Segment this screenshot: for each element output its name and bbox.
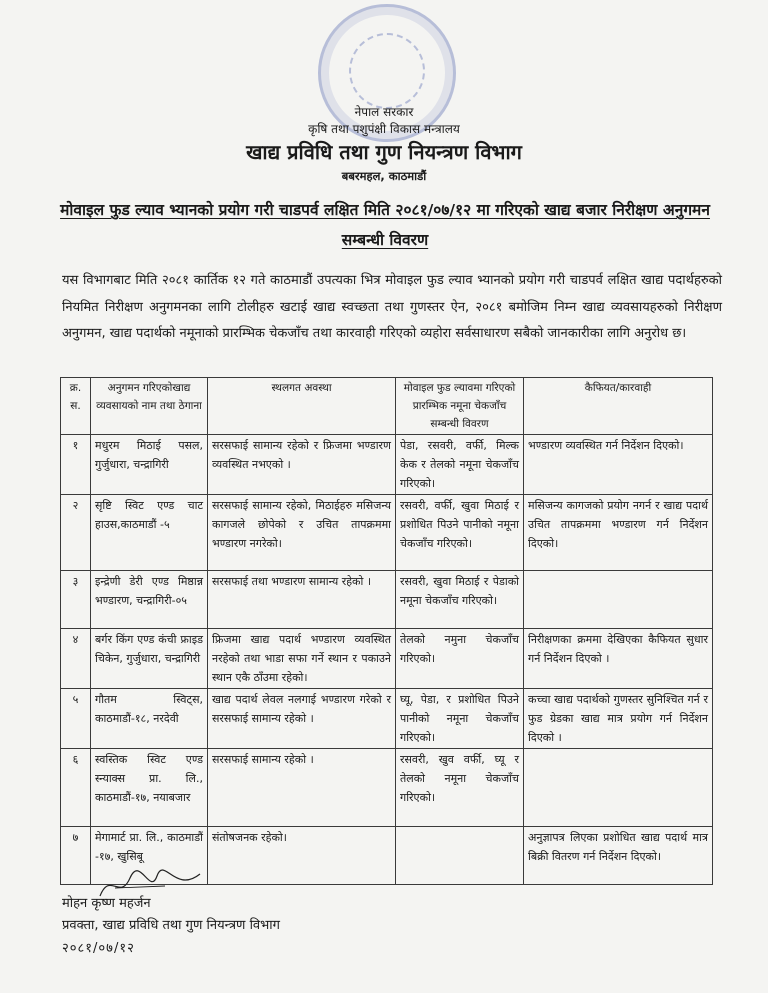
row-site-condition: खाद्य पदार्थ लेवल नलगाई भण्डारण गरेको र सरसफाई सामान्य रहेको । (208, 689, 396, 749)
row-sn: ७ (61, 827, 91, 885)
header-sn: क्र. स. (61, 378, 91, 435)
row-sample-check: रसवरी, वर्फी, खुवा मिठाई र प्रशोधित पिउने पानीको नमूना चेकजाँच गरिएको। (396, 495, 524, 571)
row-remarks: भण्डारण व्यवस्थित गर्न निर्देशन दिएको। (524, 435, 713, 495)
row-site-condition: फ्रिजमा खाद्य पदार्थ भण्डारण व्यवस्थित नरहेको तथा भाडा सफा गर्ने स्थान र पकाउने स्थान एकै ठाँउमा रहेको। (208, 629, 396, 689)
row-site-condition: सरसफाई तथा भण्डारण सामान्य रहेको । (208, 571, 396, 629)
table-row (61, 689, 713, 749)
header-remarks: कैफियत/कारवाही (524, 378, 713, 435)
row-sample-check (396, 827, 524, 885)
row-remarks: निरीक्षणका क्रममा देखिएका कैफियत सुधार गर्न निर्देशन दिएको । (524, 629, 713, 689)
table-row (61, 435, 713, 495)
table-row (61, 495, 713, 571)
row-sample-check: पेडा, रसवरी, वर्फी, मिल्क केक र तेलको नमूना चेकजाँच गरिएको। (396, 435, 524, 495)
row-sample-check: रसवरी, खुवा मिठाई र पेडाको नमूना चेकजाँच गरिएको। (396, 571, 524, 629)
row-remarks: मसिजन्य कागजको प्रयोग नगर्न र खाद्य पदार्थ उचित तापक्रममा भण्डारण गर्न निर्देशन दिएको। (524, 495, 713, 571)
signatory-name: मोहन कृष्ण महर्जन (62, 896, 151, 911)
header-business-name: अनुगमन गरिएकोखाद्य व्यवसायको नाम तथा ठेगाना (91, 378, 208, 435)
row-business-name: बर्गर किंग एण्ड कंची फ्राइड चिकेन, गुर्जुधारा, चन्द्रागिरी (91, 629, 208, 689)
govt-name: नेपाल सरकार (354, 105, 414, 119)
row-remarks: अनुज्ञापत्र लिएका प्रशोधित खाद्य पदार्थ मात्र बिक्री वितरण गर्न निर्देशन दिएको। (524, 827, 713, 885)
row-remarks (524, 749, 713, 827)
row-sn: ६ (61, 749, 91, 827)
header-site-condition: स्थलगत अवस्था (208, 378, 396, 435)
row-sn: २ (61, 495, 91, 571)
signatory-designation: प्रवक्ता, खाद्य प्रविधि तथा गुण नियन्त्रण विभाग (62, 918, 280, 933)
header-sample-check: मोवाइल फुड ल्यावमा गरिएको प्रारम्भिक नमूना चेकजाँच सम्बन्धी विवरण (396, 378, 524, 435)
row-business-name: सृष्टि स्विट एण्ड चाट हाउस,काठमाडौं -५ (91, 495, 208, 571)
table-row (61, 571, 713, 629)
row-site-condition: सरसफाई सामान्य रहेको र फ्रिजमा भण्डारण व्यवस्थित नभएको । (208, 435, 396, 495)
row-business-name: इन्द्रेणी डेरी एण्ड मिष्ठान्न भण्डारण, चन्द्रागिरी-०५ (91, 571, 208, 629)
row-business-name: मेगामार्ट प्रा. लि., काठमाडौं -१७, खुसिबू (91, 827, 208, 885)
row-sample-check: घ्यू, पेडा, र प्रशोधित पिउने पानीको नमूना चेकजाँच गरिएको। (396, 689, 524, 749)
department-address: बबरमहल, काठमाडौं (341, 169, 427, 183)
row-sn: १ (61, 435, 91, 495)
row-remarks: कच्चा खाद्य पदार्थको गुणस्तर सुनिश्चित गर्न र फुड ग्रेडका खाद्य मात्र प्रयोग गर्न निर्देशन दिएको । (524, 689, 713, 749)
table-row (61, 749, 713, 827)
row-site-condition: सरसफाई सामान्य रहेको, मिठाईहरु मसिजन्य कागजले छोपेको र उचित तापक्रममा भण्डारण नगरेको। (208, 495, 396, 571)
document-title: मोवाइल फुड ल्याव भ्यानको प्रयोग गरी चाडपर्व लक्षित मिति २०८१/०७/१२ मा गरिएको खाद्य बजार निरीक्षण अनुगमन सम्बन्धी विवरण (60, 201, 710, 249)
inspection-table (60, 377, 713, 885)
intro-paragraph: यस विभागबाट मिति २०८१ कार्तिक १२ गते काठमाडौं उपत्यका भित्र मोवाइल फुड ल्याव भ्यानको प्रयोग गरी चाडपर्व लक्षित खाद्य पदार्थहरुको नियमित निरीक्षण अनुगमनका लागि टोलीहरु खटाई खाद्य स्वच्छता तथा गुणस्तर ऐन, २०८१ बमोजिम निम्न खाद्य व्यवसायहरुको निरीक्षण अनुगमन, खाद्य पदार्थको नमूनाको प्रारम्भिक चेकजाँच तथा कारवाही गरिएको व्यहोरा सर्वसाधारण सबैको जानकारीका लागि अनुरोध छ। (62, 273, 722, 341)
row-business-name: गौतम स्विट्स, काठमाडौं-१८, नरदेवी (91, 689, 208, 749)
row-sn: ५ (61, 689, 91, 749)
row-business-name: स्वस्तिक स्विट एण्ड स्न्याक्स प्रा. लि., काठमाडौं-१७, नयाबजार (91, 749, 208, 827)
table-row (61, 629, 713, 689)
seal-emblem-icon (349, 33, 425, 109)
row-remarks (524, 571, 713, 629)
row-sample-check: रसवरी, खुव वर्फी, घ्यू र तेलको नमूना चेकजाँच गरिएको। (396, 749, 524, 827)
row-business-name: मधुरम मिठाई पसल, गुर्जुधारा, चन्द्रागिरी (91, 435, 208, 495)
table-header-row (61, 378, 713, 435)
department-name: खाद्य प्रविधि तथा गुण नियन्त्रण विभाग (246, 140, 522, 164)
ministry-name: कृषि तथा पशुपंक्षी विकास मन्त्रालय (308, 122, 460, 136)
row-sn: ३ (61, 571, 91, 629)
signature-date: २०८१/०७/१२ (62, 941, 135, 956)
row-sample-check: तेलको नमुना चेकजाँच गरिएको। (396, 629, 524, 689)
row-site-condition: सरसफाई सामान्य रहेको । (208, 749, 396, 827)
row-sn: ४ (61, 629, 91, 689)
row-site-condition: संतोषजनक रहेको। (208, 827, 396, 885)
